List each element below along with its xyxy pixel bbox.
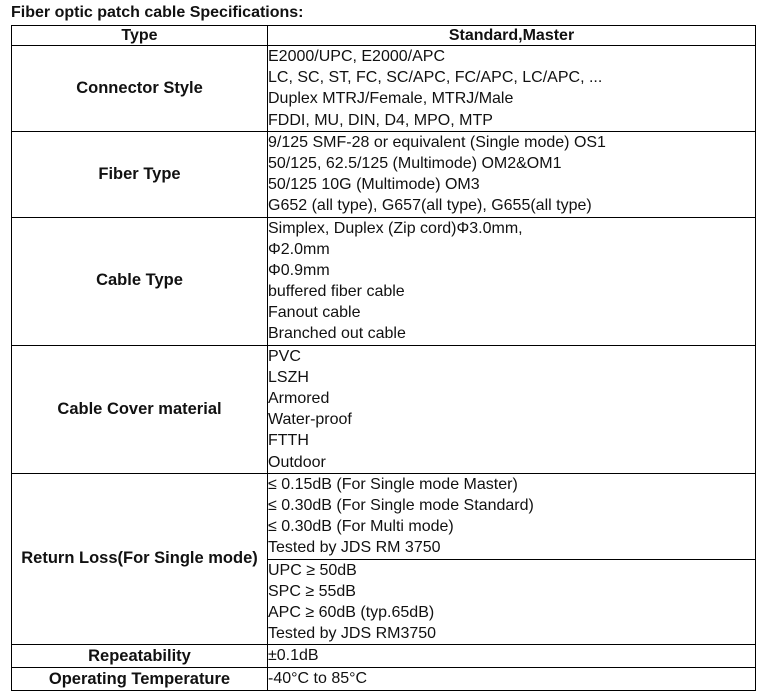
return-loss-label: Return Loss(For Single mode) <box>12 473 268 645</box>
row-connector-style <box>12 46 756 132</box>
page-title: Fiber optic patch cable Specifications: <box>11 4 304 21</box>
header-type: Type <box>12 26 268 46</box>
cable-cover-label: Cable Cover material <box>12 345 268 473</box>
return-loss-value: Tested by JDS RM 3750 <box>268 539 441 557</box>
cable-cover-value: Armored <box>268 390 330 407</box>
return-loss-value: UPC ≥ 50dB <box>268 561 357 579</box>
connector-style-value: E2000/UPC, E2000/APC <box>268 48 445 65</box>
cable-cover-value: PVC <box>268 347 301 365</box>
cable-type-value: Φ0.9mm <box>268 261 330 279</box>
cable-cover-value: Water-proof <box>268 411 352 429</box>
return-loss-value: ≤ 0.30dB (For Single mode Standard) <box>268 496 534 514</box>
repeatability-label: Repeatability <box>12 645 268 668</box>
operating-temperature-value: -40°C to 85°C <box>268 670 368 688</box>
cable-type-value: buffered fiber cable <box>268 283 405 301</box>
return-loss-value: ≤ 0.15dB (For Single mode Master) <box>268 475 518 493</box>
return-loss-value: SPC ≥ 55dB <box>268 582 356 600</box>
fiber-type-label: Fiber Type <box>12 131 268 217</box>
cable-type-value: Fanout cable <box>268 304 361 322</box>
operating-temperature-value-cell <box>268 668 756 691</box>
row-cable-cover-material <box>12 345 756 473</box>
row-cable-type <box>12 217 756 345</box>
fiber-type-value: 50/125, 62.5/125 (Multimode) OM2&OM1 <box>268 154 562 172</box>
cable-type-value: Branched out cable <box>268 325 406 343</box>
return-loss-values-a <box>268 473 756 559</box>
return-loss-value: APC ≥ 60dB (typ.65dB) <box>268 603 435 621</box>
repeatability-value: ±0.1dB <box>268 647 319 665</box>
connector-style-values <box>268 46 756 132</box>
header-standard-master: Standard,Master <box>268 26 756 46</box>
connector-style-label: Connector Style <box>12 46 268 132</box>
connector-style-value: FDDI, MU, DIN, D4, MPO, MTP <box>268 111 493 129</box>
fiber-type-value: 50/125 10G (Multimode) OM3 <box>268 176 480 194</box>
header-row <box>12 26 756 46</box>
connector-style-value: LC, SC, ST, FC, SC/APC, FC/APC, LC/APC, ... <box>268 69 603 87</box>
cable-type-value: Φ2.0mm <box>268 240 330 258</box>
cable-cover-value: Outdoor <box>268 453 326 471</box>
return-loss-values-b <box>268 559 756 645</box>
cable-cover-values <box>268 345 756 473</box>
connector-style-value: Duplex MTRJ/Female, MTRJ/Male <box>268 90 514 108</box>
row-fiber-type <box>12 131 756 217</box>
row-repeatability <box>12 645 756 668</box>
cable-type-value: Simplex, Duplex (Zip cord)Φ3.0mm, <box>268 219 523 237</box>
row-operating-temperature <box>12 668 756 691</box>
return-loss-value: Tested by JDS RM3750 <box>268 625 437 643</box>
cable-type-label: Cable Type <box>12 217 268 345</box>
fiber-type-value: G652 (all type), G657(all type), G655(all type) <box>268 197 592 215</box>
cable-cover-value: LSZH <box>268 368 309 386</box>
row-return-loss-a <box>12 473 756 559</box>
return-loss-value: ≤ 0.30dB (For Multi mode) <box>268 518 454 536</box>
spec-table <box>11 25 756 691</box>
operating-temperature-label: Operating Temperature <box>12 668 268 691</box>
fiber-type-value: 9/125 SMF-28 or equivalent (Single mode) OS1 <box>268 133 606 151</box>
fiber-type-values <box>268 131 756 217</box>
cable-type-values <box>268 217 756 345</box>
repeatability-value-cell <box>268 645 756 668</box>
cable-cover-value: FTTH <box>268 432 309 450</box>
